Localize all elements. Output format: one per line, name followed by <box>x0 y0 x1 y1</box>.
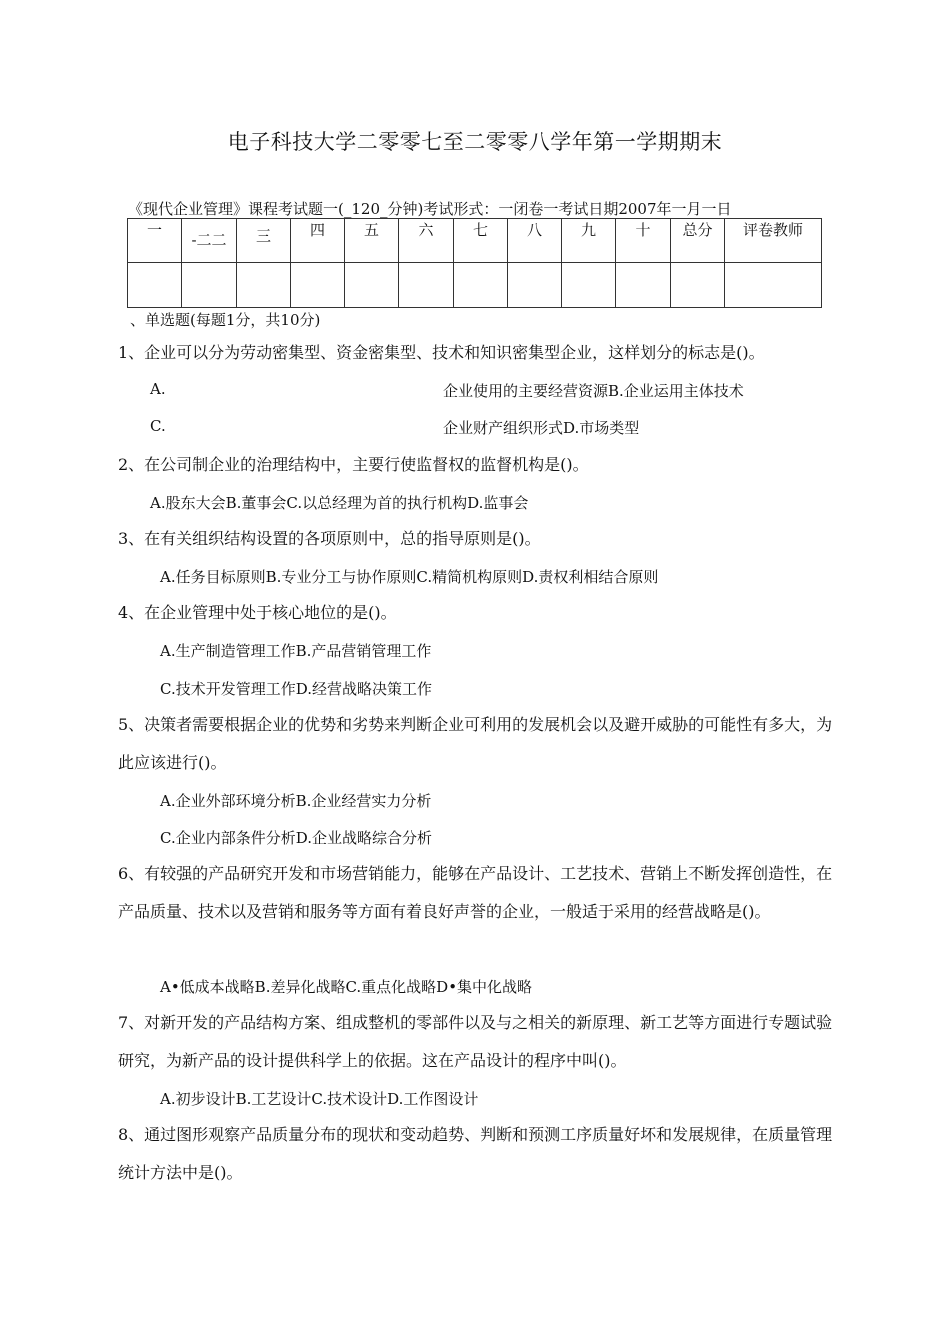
score-table-header-row <box>128 219 822 263</box>
question-4-options-cd: C.技术开发管理工作D.经营战略决策工作 <box>160 680 432 698</box>
section-title: 、单选题(每题1分，共10分) <box>130 311 321 329</box>
question-2-options: A.股东大会B.董事会C.以总经理为首的执行机构D.监事会 <box>150 494 529 512</box>
question-5-options-cd: C.企业内部条件分析D.企业战略综合分析 <box>160 829 432 847</box>
score-header-2-label: -二二 <box>191 231 227 249</box>
question-3-stem: 3、在有关组织结构设置的各项原则中，总的指导原则是()。 <box>118 529 541 548</box>
question-5-options-ab: A.企业外部环境分析B.企业经营实力分析 <box>160 792 432 810</box>
question-6-stem: 6、有较强的产品研究开发和市场营销能力，能够在产品设计、工艺技术、营销上不断发挥创造性，在产品质量、技术以及营销和服务等方面有着良好声誉的企业，一般适于采用的经营战略是()。 <box>118 864 833 921</box>
question-5-stem: 5、决策者需要根据企业的优势和劣势来判断企业可利用的发展机会以及避开威胁的可能性有多大，为此应该进行()。 <box>118 715 833 772</box>
question-1-option-cd-text: 企业财产组织形式D.市场类型 <box>443 419 640 437</box>
question-1-option-ab-text: 企业使用的主要经营资源B.企业运用主体技术 <box>443 382 744 400</box>
score-table <box>127 218 822 308</box>
question-1-option-c-label: C. <box>150 417 166 435</box>
score-header-total: 总分 <box>671 219 725 263</box>
score-header-grader: 评卷教师 <box>725 219 822 263</box>
score-header-1: 一 <box>128 219 182 263</box>
score-header-10: 十 <box>616 219 671 263</box>
score-table-blank-row <box>128 263 822 308</box>
score-header-7: 七 <box>454 219 508 263</box>
question-3-options: A.任务目标原则B.专业分工与协作原则C.精简机构原则D.责权利相结合原则 <box>160 568 659 586</box>
question-2-stem: 2、在公司制企业的治理结构中，主要行使监督权的监督机构是()。 <box>118 455 589 474</box>
score-header-8: 八 <box>508 219 562 263</box>
question-1-stem: 1、企业可以分为劳动密集型、资金密集型、技术和知识密集型企业，这样划分的标志是()。 <box>118 343 765 362</box>
score-cell <box>671 263 725 308</box>
score-cell <box>345 263 399 308</box>
score-cell <box>399 263 454 308</box>
score-cell <box>454 263 508 308</box>
question-4-options-ab: A.生产制造管理工作B.产品营销管理工作 <box>160 642 432 660</box>
score-cell <box>616 263 671 308</box>
question-8-stem: 8、通过图形观察产品质量分布的现状和变动趋势、判断和预测工序质量好坏和发展规律，在质量管理统计方法中是()。 <box>118 1125 833 1182</box>
question-7-options: A.初步设计B.工艺设计C.技术设计D.工作图设计 <box>160 1090 479 1108</box>
exam-title: 电子科技大学二零零七至二零零八学年第一学期期末 <box>227 130 723 154</box>
score-header-6: 六 <box>399 219 454 263</box>
question-7-stem: 7、对新开发的产品结构方案、组成整机的零部件以及与之相关的新原理、新工艺等方面进行专题试验研究，为新产品的设计提供科学上的依据。这在产品设计的程序中叫()。 <box>118 1013 833 1070</box>
score-cell <box>237 263 291 308</box>
question-6-options: A•低成本战略B.差异化战略C.重点化战略D•集中化战略 <box>160 978 533 996</box>
score-cell <box>182 263 237 308</box>
score-header-3-label: 三 <box>255 227 271 245</box>
question-1-option-a-label: A. <box>150 380 166 398</box>
score-cell <box>128 263 182 308</box>
score-cell <box>562 263 616 308</box>
score-header-5: 五 <box>345 219 399 263</box>
score-header-9: 九 <box>562 219 616 263</box>
score-header-2 <box>182 219 237 263</box>
exam-subtitle: 《现代企业管理》课程考试题一(_120_分钟)考试形式：一闭卷一考试日期2007年一月一日 <box>128 200 732 218</box>
score-cell <box>291 263 345 308</box>
question-4-stem: 4、在企业管理中处于核心地位的是()。 <box>118 603 397 622</box>
score-header-3 <box>237 219 291 263</box>
score-header-4: 四 <box>291 219 345 263</box>
score-cell <box>725 263 822 308</box>
score-cell <box>508 263 562 308</box>
